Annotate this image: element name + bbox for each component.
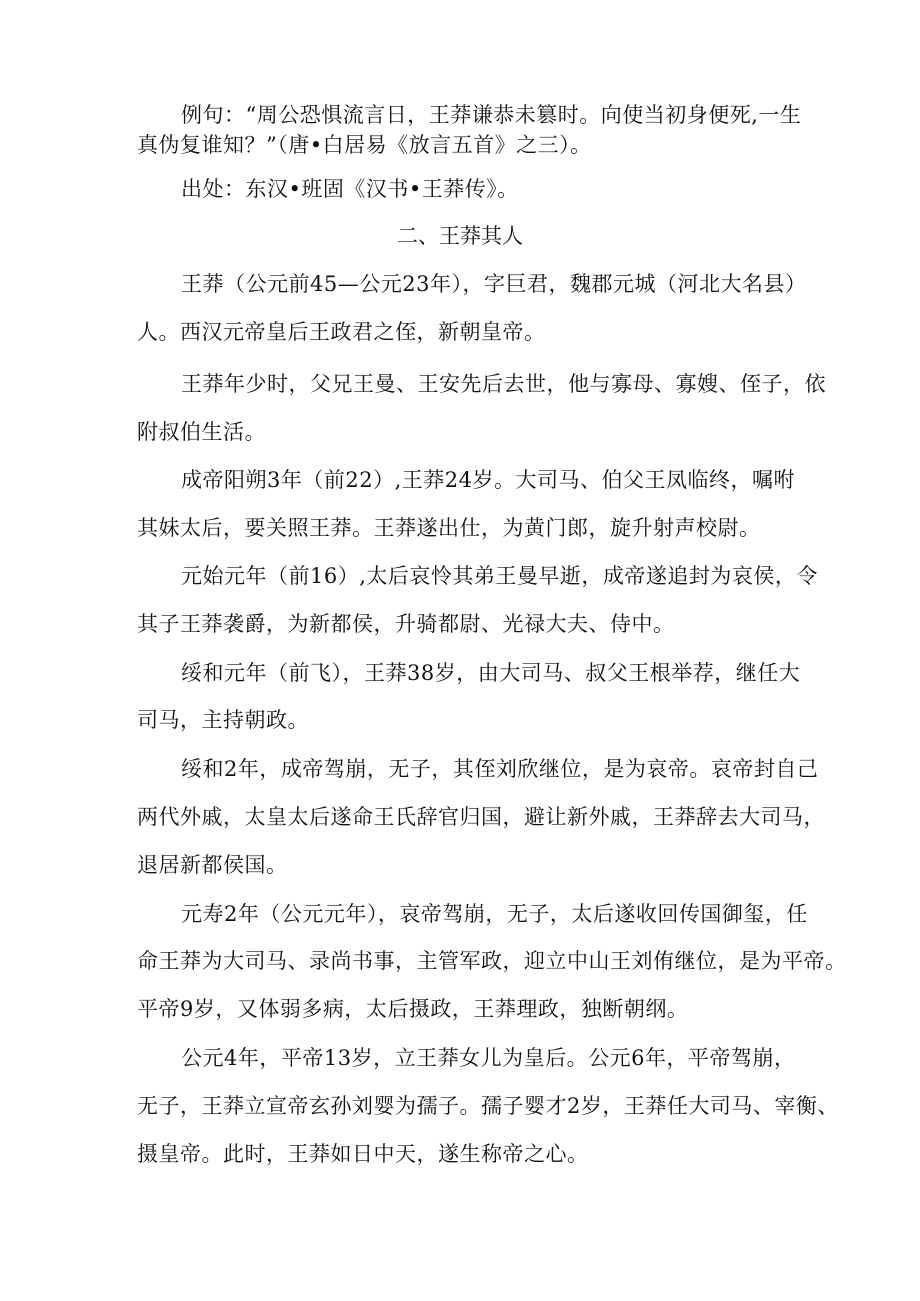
paragraph-line: 摄皇帝。此时，王莽如日中天，遂生称帝之心。 — [137, 1142, 589, 1166]
paragraph-line: 绥和元年（前飞），王莽38岁，由大司马、叔父王根举荐，继任大 — [181, 661, 801, 685]
paragraph-line: 元始元年（前16）,太后哀怜其弟王曼早逝，成帝遂追封为哀侯，令 — [181, 564, 818, 588]
section-heading: 二、王莽其人 — [397, 224, 523, 248]
source-line: 出处：东汉•班固《汉书•王莽传》。 — [181, 177, 519, 201]
paragraph-line: 无子，王莽立宣帝玄孙刘婴为孺子。孺子婴才2岁，王莽任大司马、宰衡、 — [137, 1094, 839, 1118]
paragraph-line: 退居新都侯国。 — [137, 853, 288, 877]
paragraph-line: 两代外戚，太皇太后遂命王氏辞官归国，避让新外戚，王莽辞去大司马， — [137, 805, 825, 829]
paragraph-line: 公元4年，平帝13岁，立王莽女儿为皇后。公元6年，平帝驾崩， — [181, 1046, 796, 1070]
paragraph-line: 平帝9岁，又体弱多病，太后摄政，王莽理政，独断朝纲。 — [137, 997, 689, 1021]
paragraph-line: 王莽年少时，父兄王曼、王安先后去世，他与寡母、寡嫂、侄子，依 — [181, 372, 826, 396]
paragraph-line: 人。西汉元帝皇后王政君之侄，新朝皇帝。 — [137, 320, 546, 344]
paragraph-line: 附叔伯生活。 — [137, 420, 266, 444]
paragraph-line: 成帝阳朔3年（前22）,王莽24岁。大司马、伯父王凤临终，嘱咐 — [181, 468, 795, 492]
paragraph-line: 其子王莽袭爵，为新都侯，升骑都尉、光禄大夫、侍中。 — [137, 612, 675, 636]
example-line-1: 例句：“周公恐惧流言日，王莽谦恭未篡时。向使当初身便死,一生 — [181, 103, 802, 127]
paragraph-line: 其妹太后，要关照王莽。王莽遂出仕，为黄门郎，旋升射声校尉。 — [137, 516, 761, 540]
paragraph-line: 绥和2年，成帝驾崩，无子，其侄刘欣继位，是为哀帝。哀帝封自己 — [181, 757, 819, 781]
paragraph-line: 王莽（公元前45—公元23年），字巨君，魏郡元城（河北大名县） — [181, 272, 807, 296]
paragraph-line: 命王莽为大司马、录尚书事，主管军政，迎立中山王刘侑继位，是为平帝。 — [137, 949, 847, 973]
paragraph-line: 元寿2年（公元元年），哀帝驾崩，无子，太后遂收回传国御玺，任 — [181, 902, 808, 926]
example-line-2: 真伪复谁知？”（唐•白居易《放言五首》之三）。 — [137, 133, 592, 157]
paragraph-line: 司马，主持朝政。 — [137, 708, 309, 732]
